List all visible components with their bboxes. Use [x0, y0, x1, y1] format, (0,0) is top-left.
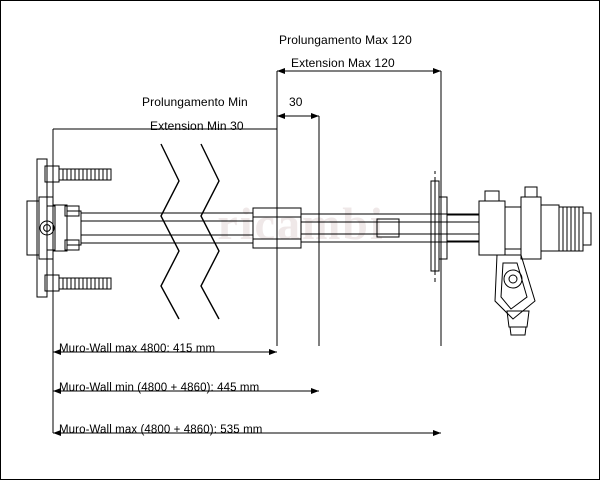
- label-extension-min-pt: Prolungamento Min: [142, 95, 248, 109]
- label-wall-min-combo: Muro-Wall min (4800 + 4860): 445 mm: [59, 382, 260, 394]
- label-extension-max-pt: Prolungamento Max 120: [279, 33, 412, 47]
- watermark-text: ricambi: [217, 198, 385, 249]
- label-wall-max-combo: Muro-Wall max (4800 + 4860): 535 mm: [59, 424, 263, 436]
- label-extension-min-value: 30: [289, 95, 303, 109]
- label-extension-min-en: Extension Min 30: [150, 119, 244, 133]
- label-extension-max-en: Extension Max 120: [291, 56, 395, 70]
- diagram-svg: [1, 1, 600, 481]
- label-wall-max-4800: Muro-Wall max 4800: 415 mm: [59, 343, 216, 355]
